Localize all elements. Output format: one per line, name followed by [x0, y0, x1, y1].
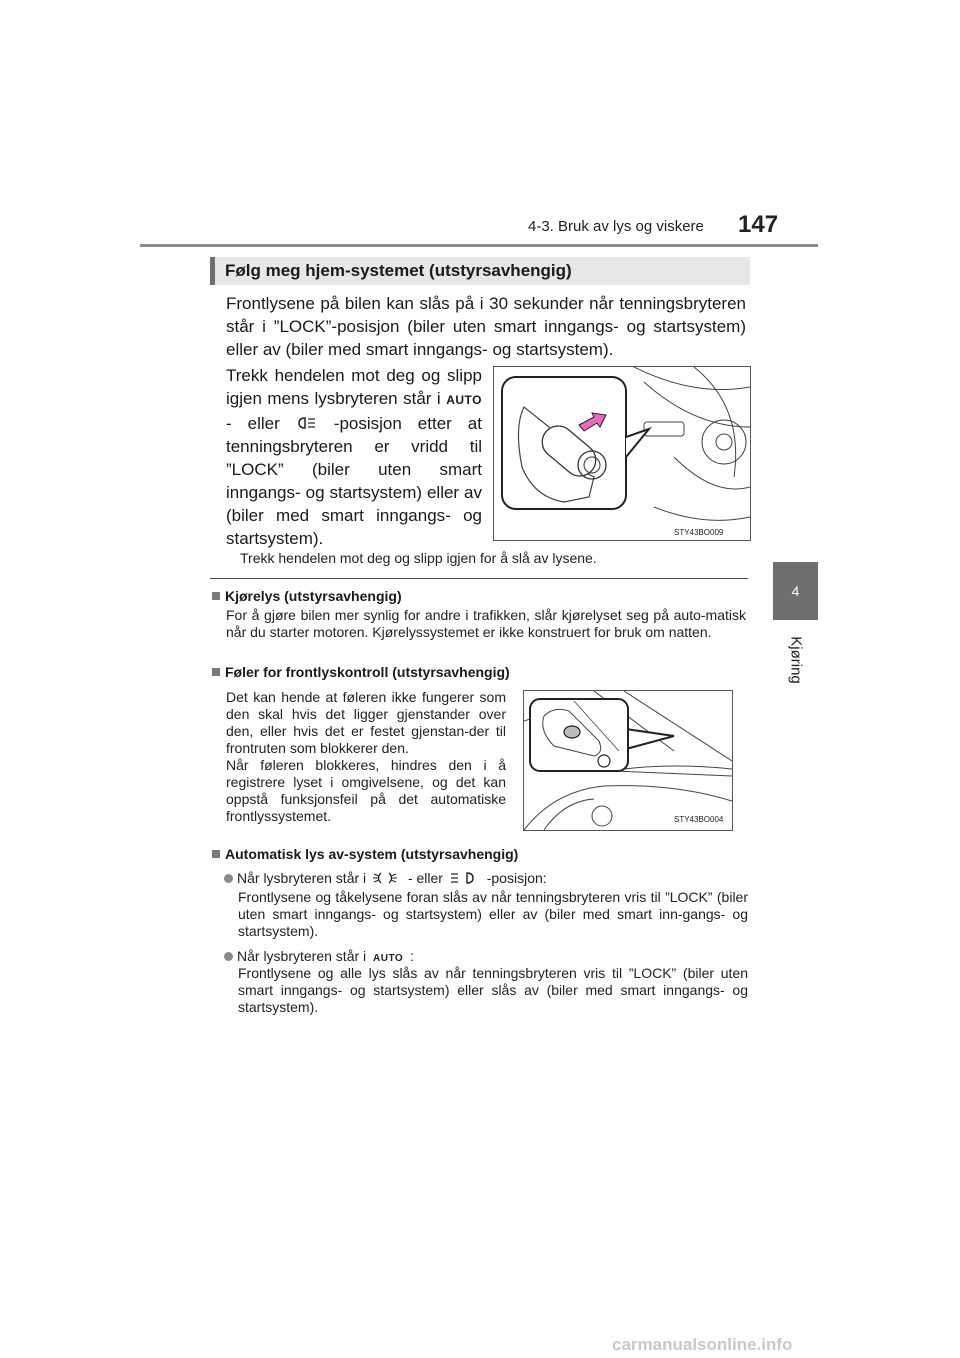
page-number: 147: [738, 211, 779, 238]
sensor-illustration: [523, 690, 733, 831]
auto-off-bullet-2: Når lysbryteren står i AUTO :: [224, 948, 754, 967]
header-rule: [140, 244, 818, 247]
sensor-body: Det kan hende at føleren ikke fungerer som den skal hvis det ligger gjenstander over den, eller hvis det er festet gjenstan-der til frontruten som blokkerer den. Når føleren blokkeres, hindres den i å registrere lyset i omgivelsene, og det kan oppstå funksjonsfeil på det automatiske frontlyssystemet.: [226, 689, 506, 824]
follow-me-instruction: Trekk hendelen mot deg og slipp igjen mens lysbryteren står i AUTO - eller -posisjon etter at tenningsbryteren er vridd til ”LOCK” (biler uten smart inngangs- og startsystem) eller av (biler med smart inngangs- og startsystem).: [226, 366, 482, 548]
headlight-icon: [296, 416, 318, 430]
sensor-heading: Føler for frontlyskontroll (utstyrsavhengig): [212, 664, 510, 680]
follow-me-heading-box: [210, 257, 750, 285]
heading-bar: [210, 257, 215, 285]
lever-drawing: [494, 367, 750, 540]
parking-light-icon: [370, 871, 404, 885]
auto-off-bullet-2-body: Frontlysene og alle lys slås av når tenningsbryteren vris til ”LOCK” (biler uten smart inngangs- og startsystem) eller slås av (biler med smart inngangs- og startsystem).: [238, 965, 748, 1015]
chapter-label: Kjøring: [787, 636, 805, 684]
auto-icon: AUTO: [373, 953, 404, 964]
section-title: 4-3. Bruk av lys og viskere: [528, 218, 704, 235]
watermark: carmanualsonline.info: [612, 1335, 793, 1354]
square-bullet-icon: [212, 668, 220, 676]
follow-me-intro: Frontlysene på bilen kan slås på i 30 sekunder når tenningsbryteren står i ”LOCK”-posisjon (biler uten smart inngangs- og startsystem) eller av (biler med smart inngangs- og startsystem).: [226, 294, 746, 359]
bullet-dot-icon: [224, 874, 233, 883]
auto-off-bullet-1-body: Frontlysene og tåkelysene foran slås av når tenningsbryteren vris til ”LOCK” (biler uten smart inngangs- og startsystem) eller av (biler med smart inn-gangs- og startsystem).: [238, 889, 748, 939]
chapter-tab: 4: [773, 562, 818, 620]
headlight-icon: [447, 871, 483, 885]
auto-off-bullet-1: Når lysbryteren står i - eller -posisjon:: [224, 870, 754, 887]
lever-illustration: [493, 366, 751, 541]
figure-caption: Trekk hendelen mot deg og slipp igjen for å slå av lysene.: [240, 550, 597, 566]
auto-icon: AUTO: [446, 393, 482, 407]
bullet-dot-icon: [224, 952, 233, 961]
daytime-heading: Kjørelys (utstyrsavhengig): [212, 588, 402, 604]
daytime-body: For å gjøre bilen mer synlig for andre i trafikken, slår kjørelyset seg på auto-matisk når du starter motoren. Kjørelyssystemet er ikke konstruert for bruk om natten.: [226, 607, 746, 640]
section-divider: [210, 578, 748, 579]
auto-off-heading: Automatisk lys av-system (utstyrsavhengig): [212, 846, 518, 862]
follow-me-heading: Følg meg hjem-systemet (utstyrsavhengig): [225, 261, 572, 280]
figure-code: STY43BO009: [674, 528, 724, 537]
square-bullet-icon: [212, 850, 220, 858]
figure-code: STY43BO004: [674, 815, 724, 824]
square-bullet-icon: [212, 592, 220, 600]
sensor-drawing: [524, 691, 732, 830]
